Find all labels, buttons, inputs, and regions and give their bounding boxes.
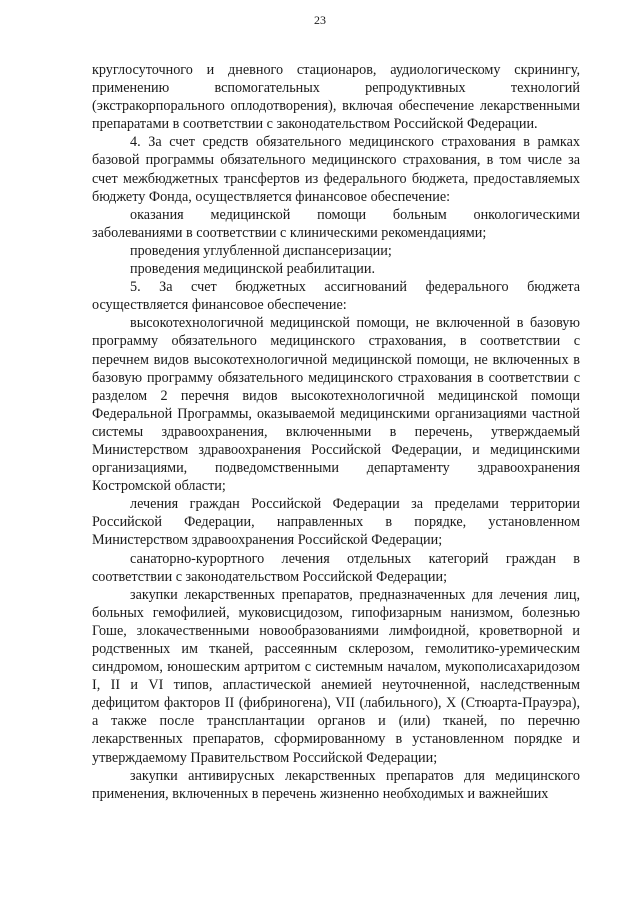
paragraph: лечения граждан Российской Федерации за пределами территории Российской Федерации, направленных в порядке, установленном Министерством здравоохранения Российской Федерации; [92,496,580,549]
paragraph: санаторно-курортного лечения отдельных категорий граждан в соответствии с законодательством Российской Федерации; [92,550,580,585]
document-body [92,61,580,803]
paragraph: круглосуточного и дневного стационаров, аудиологическому скринингу, применению вспомогательных репродуктивных технологий (экстракорпорального оплодотворения), включая обеспечение лекарственными препаратами в соответствии с законодательством Российской Федерации. [92,62,580,133]
paragraph: 5. За счет бюджетных ассигнований федерального бюджета осуществляется финансовое обеспечение: [92,279,580,314]
page-number: 23 [314,13,326,27]
paragraph: проведения медицинской реабилитации. [130,261,375,278]
paragraph: закупки лекарственных препаратов, предназначенных для лечения лиц, больных гемофилией, муковисцидозом, гипофизарным нанизмом, болезнью Гоше, злокачественными новообразованиями лимфоидной, кроветворной и родственных им тканей, рассеянным склерозом, гемолитико-уремическим синдромом, юношеским артритом с системным началом, мукополисахаридозом I, II и VI типов, апластической анемией неуточненной, наследственным дефицитом факторов II (фибриногена), VII (лабильного), X (Стюарта-Прауэра), а также после трансплантации органов и (или) тканей, по перечню лекарственных препаратов, сформированному в установленном порядке и утверждаемому Правительством Российской Федерации; [92,586,580,766]
paragraph: проведения углубленной диспансеризации; [130,242,392,259]
paragraph: высокотехнологичной медицинской помощи, не включенной в базовую программу обязательного медицинского страхования, в соответствии с перечнем видов высокотехнологичной медицинской помощи, не включенных в базовую программу обязательного медицинского страхования в соответствии с разделом 2 перечня видов высокотехнологичной медицинской помощи Федеральной Программы, оказываемой медицинскими организациями частной системы здравоохранения, включенными в перечень, утверждаемый Министерством здравоохранения Российской Федерации, и медицинскими организациями, подведомственными департаменту здравоохранения Костромской области; [92,315,580,495]
paragraph: закупки антивирусных лекарственных препаратов для медицинского применения, включенных в перечень жизненно необходимых и важнейших [92,767,580,802]
paragraph: оказания медицинской помощи больным онкологическими заболеваниями в соответствии с клиническими рекомендациями; [92,206,580,241]
paragraph: 4. За счет средств обязательного медицинского страхования в рамках базовой программы обязательного медицинского страхования, в том числе за счет межбюджетных трансфертов из федерального бюджета, предоставляемых бюджету Фонда, осуществляется финансовое обеспечение: [92,134,580,205]
